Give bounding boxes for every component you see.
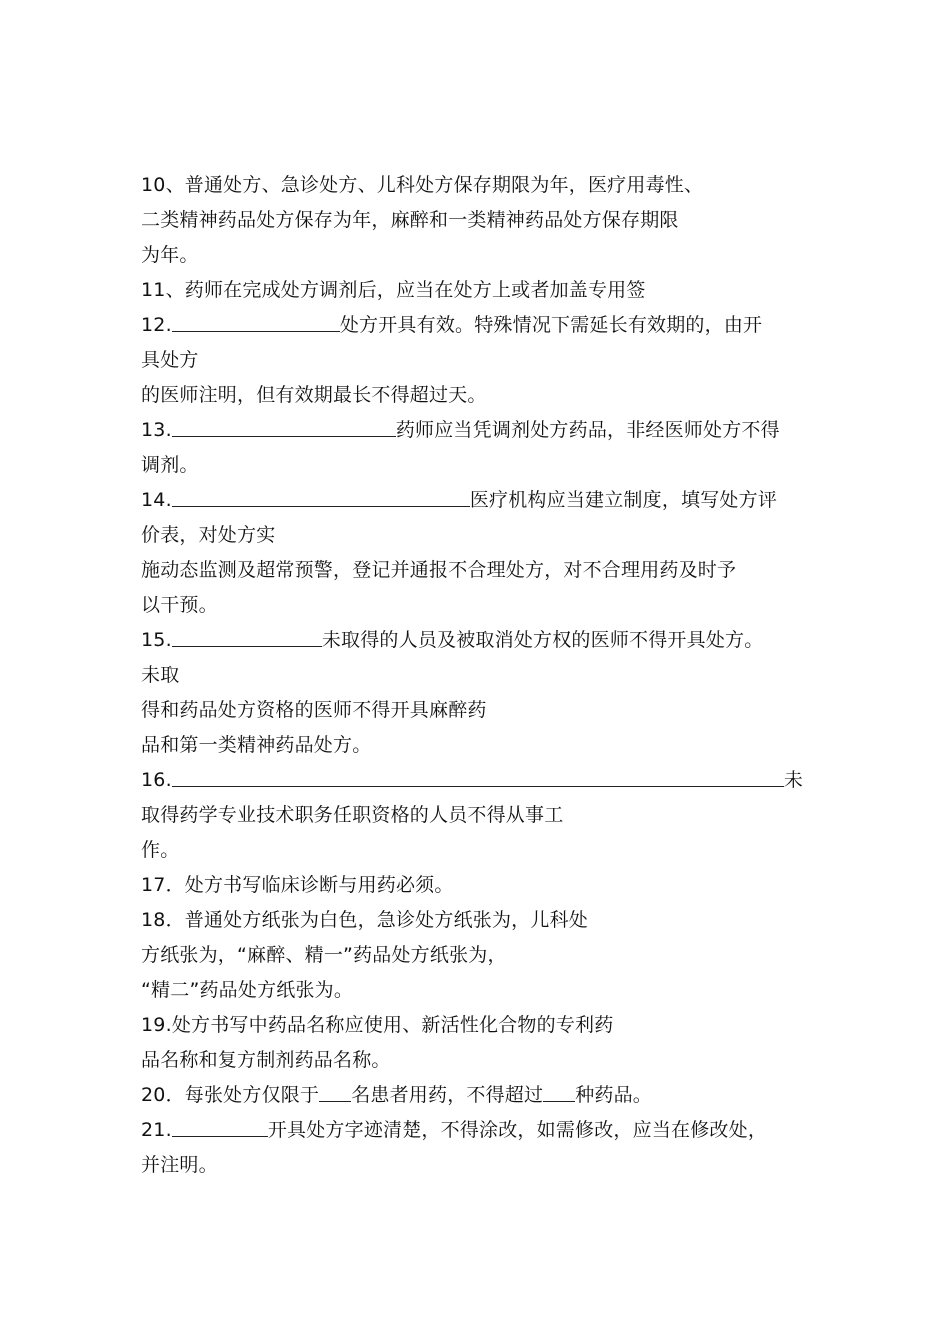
q17-line: 17．处方书写临床诊断与用药必须。: [141, 874, 454, 896]
q15-text: 未取得的人员及被取消处方权的医师不得开具处方。: [321, 629, 764, 651]
document-body: [141, 168, 831, 1183]
q15-line-1: [141, 623, 831, 658]
q13-blank: [172, 416, 396, 437]
q15-blank: [172, 626, 322, 647]
q13-number: 13.: [141, 419, 172, 441]
q14-line-1: [141, 483, 831, 518]
q16-line-2: 取得药学专业技术职务任职资格的人员不得从事工: [141, 804, 564, 826]
q14-text: 医疗机构应当建立制度，填写处方评: [469, 489, 778, 511]
q10-line-2: 二类精神药品处方保存为年，麻醉和一类精神药品处方保存期限: [141, 209, 679, 231]
q14-blank: [172, 486, 470, 507]
q14-line-4: 以干预。: [141, 594, 218, 616]
q14-line-3: 施动态监测及超常预警，登记并通报不合理处方，对不合理用药及时予: [141, 559, 737, 581]
q20-line: [141, 1078, 831, 1113]
q20-text-b: 名患者用药，不得超过: [351, 1084, 544, 1106]
q15-line-4: 品和第一类精神药品处方。: [141, 734, 372, 756]
q21-number: 21.: [141, 1119, 172, 1141]
q12-blank: [172, 311, 340, 332]
q12-line-3: 的医师注明，但有效期最长不得超过天。: [141, 384, 487, 406]
q21-line-2: 并注明。: [141, 1154, 218, 1176]
q16-text: 未: [783, 769, 804, 791]
q11-line: 11、药师在完成处方调剂后，应当在处方上或者加盖专用签: [141, 279, 646, 301]
q16-line-1: [141, 763, 831, 798]
q13-line-2: 调剂。: [141, 454, 199, 476]
q12-line-2: 具处方: [141, 349, 199, 371]
q14-number: 14.: [141, 489, 172, 511]
q20-blank-1: [319, 1081, 351, 1102]
q21-blank: [172, 1116, 268, 1137]
q20-blank-2: [543, 1081, 575, 1102]
q16-blank: [172, 766, 784, 787]
q10-line-1: 10、普通处方、急诊处方、儿科处方保存期限为年，医疗用毒性、: [141, 174, 704, 196]
q15-line-2: 未取: [141, 664, 180, 686]
q19-line-2: 品名称和复方制剂药品名称。: [141, 1049, 391, 1071]
q14-line-2: 价表，对处方实: [141, 524, 276, 546]
q15-number: 15.: [141, 629, 172, 651]
q10-line-3: 为年。: [141, 244, 199, 266]
q21-line-1: [141, 1113, 831, 1148]
q12-line-1: [141, 308, 831, 343]
q21-text: 开具处方字迹清楚，不得涂改，如需修改，应当在修改处，: [267, 1119, 768, 1141]
q13-text: 药师应当凭调剂处方药品，非经医师处方不得: [395, 419, 780, 441]
q13-line-1: [141, 413, 831, 448]
q20-text-c: 种药品。: [575, 1084, 653, 1106]
q18-line-2: 方纸张为，“麻醉、精一”药品处方纸张为，: [141, 944, 507, 966]
q12-number: 12.: [141, 314, 172, 336]
q16-line-3: 作。: [141, 839, 180, 861]
q16-number: 16.: [141, 769, 172, 791]
q12-text: 处方开具有效。特殊情况下需延长有效期的，由开: [339, 314, 763, 336]
q18-line-3: “精二”药品处方纸张为。: [141, 979, 354, 1001]
q20-text-a: 20．每张处方仅限于: [141, 1084, 320, 1106]
q18-line-1: 18．普通处方纸张为白色，急诊处方纸张为，儿科处: [141, 909, 588, 931]
q19-line-1: 19.处方书写中药品名称应使用、新活性化合物的专利药: [141, 1014, 614, 1036]
q15-line-3: 得和药品处方资格的医师不得开具麻醉药: [141, 699, 487, 721]
